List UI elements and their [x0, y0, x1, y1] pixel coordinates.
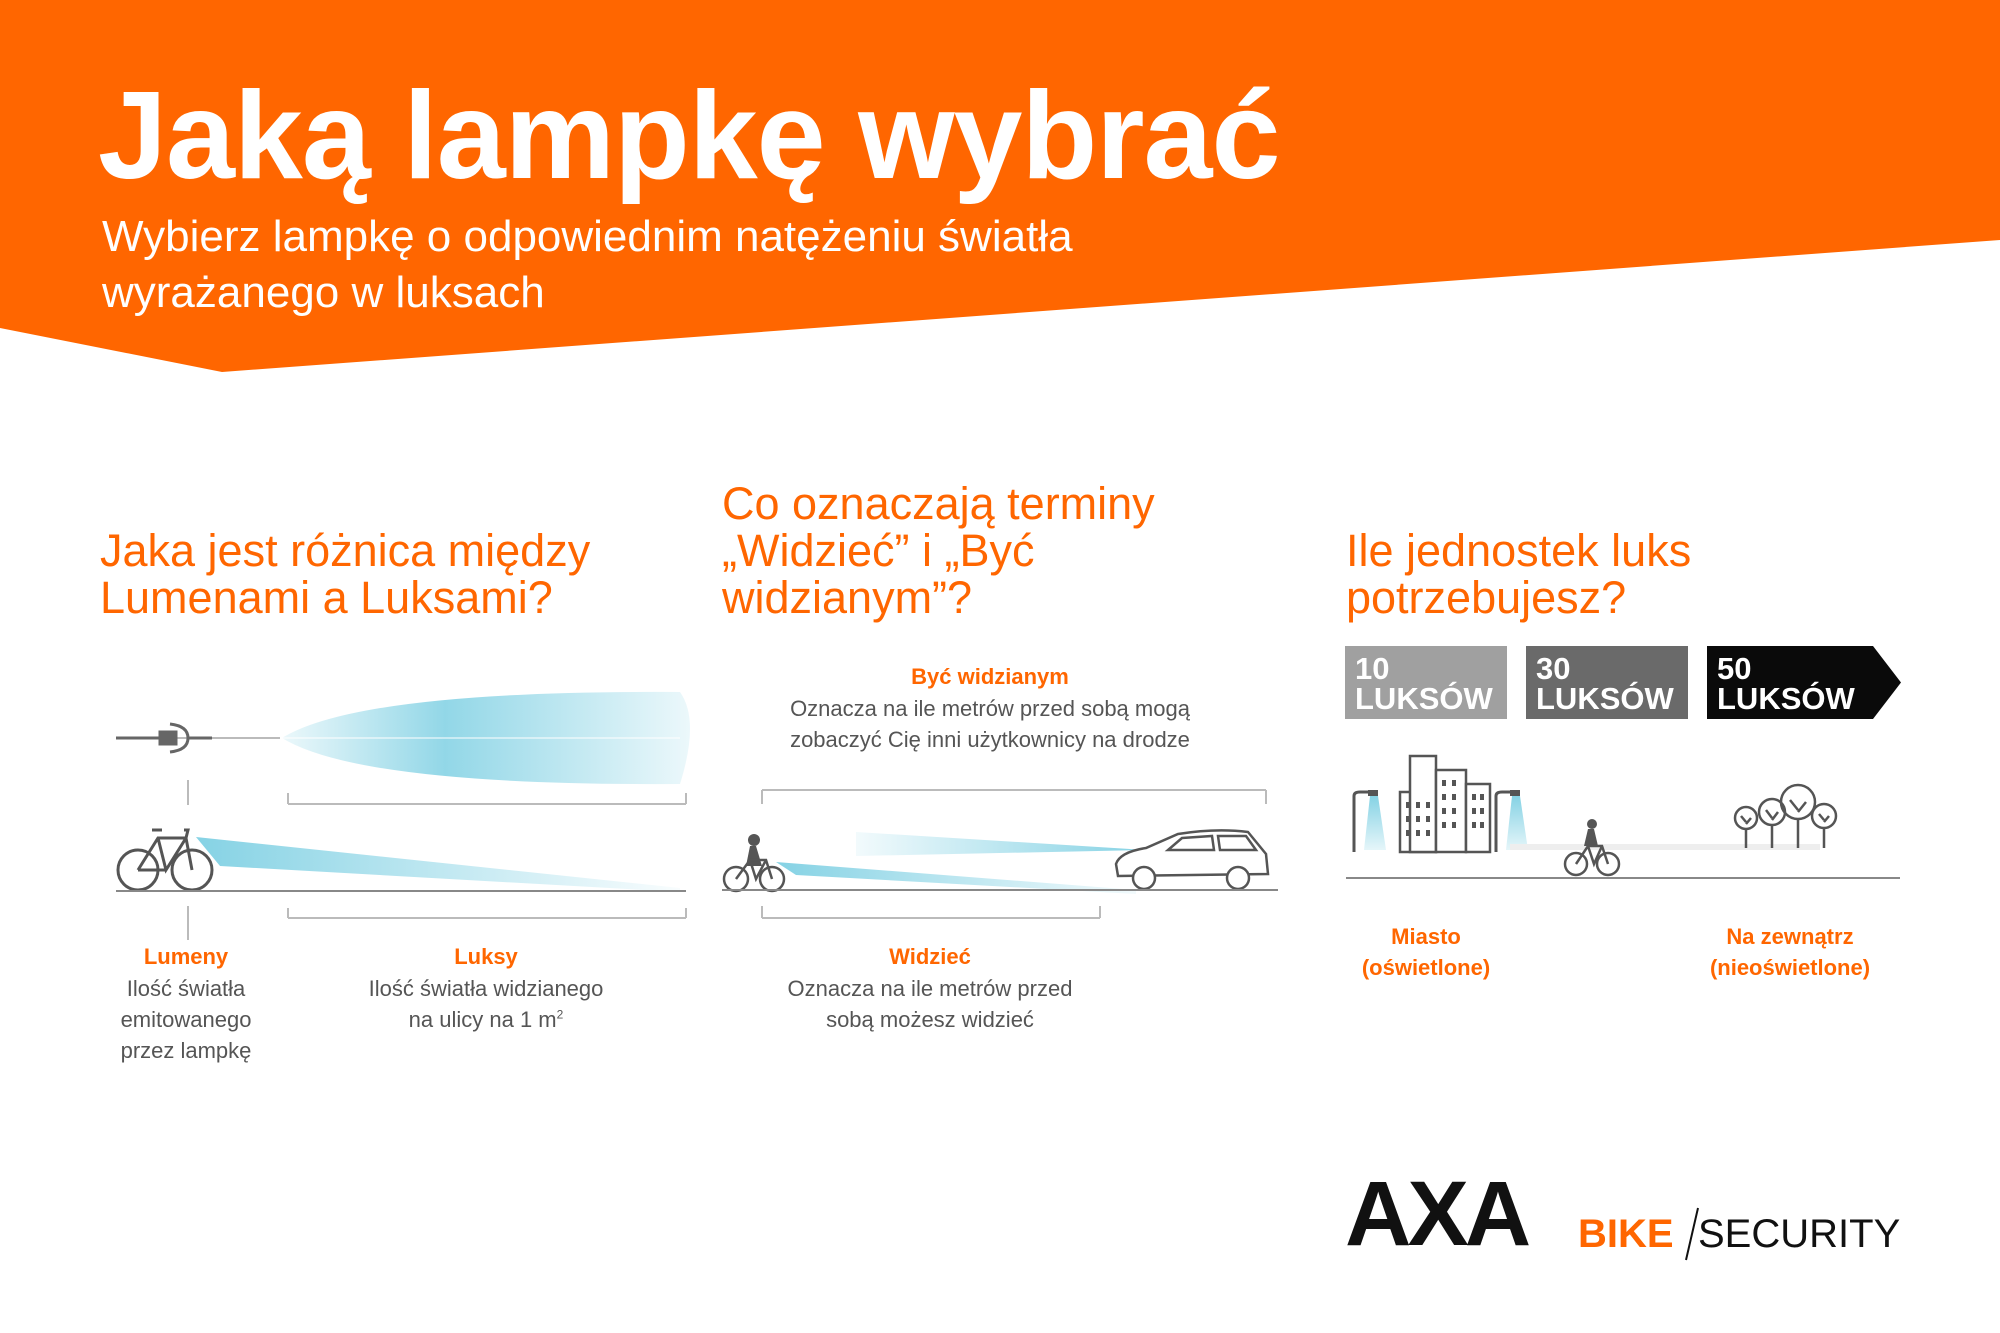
section2-heading-line2: „Widzieć” i „Być	[722, 525, 1035, 576]
luksy-desc-line1: Ilość światła widzianego	[368, 976, 604, 1001]
see-and-be-seen-illustration	[716, 780, 1286, 930]
section3-heading-line1: Ile jednostek luks	[1346, 525, 1692, 576]
logo-security-text: SECURITY	[1698, 1212, 1901, 1256]
lux-level-30-number: 30	[1536, 651, 1571, 686]
lumen-lux-illustration	[100, 680, 700, 940]
lux-level-30	[1526, 646, 1688, 719]
lumeny-desc-line1: Ilość światła	[126, 976, 246, 1001]
lumeny-description	[86, 974, 286, 1066]
page-subtitle-line2: wyrażanego w luksach	[102, 268, 545, 317]
beam-road	[196, 837, 680, 892]
byc-widzianym-description	[760, 694, 1220, 756]
luksy-title: Luksy	[454, 944, 518, 969]
lux-level-50-unit: LUKSÓW	[1717, 681, 1855, 717]
street-lamp-icon	[1496, 790, 1528, 852]
city-label-line2: (oświetlone)	[1361, 954, 1491, 980]
widziec-title: Widzieć	[889, 944, 971, 969]
car-icon	[1116, 830, 1268, 889]
section3-heading-line2: potrzebujesz?	[1346, 572, 1627, 623]
car-beam	[856, 832, 1146, 856]
lux-level-10	[1345, 646, 1507, 719]
byc-desc-line1: Oznacza na ile metrów przed sobą mogą	[790, 696, 1190, 721]
buildings-icon	[1400, 756, 1490, 852]
axa-logo: AXA	[1345, 1163, 1528, 1265]
luksy-desc-line2: na ulicy na 1 m	[408, 1006, 557, 1032]
logo-bike-text: BIKE	[1578, 1212, 1674, 1256]
widziec-desc-line2: sobą możesz widzieć	[826, 1006, 1034, 1032]
city-label	[1346, 922, 1506, 984]
lux-level-10-unit: LUKSÓW	[1355, 681, 1493, 717]
widziec-desc-line1: Oznacza na ile metrów przed	[787, 976, 1073, 1001]
environment-illustration	[1340, 750, 1910, 890]
section2-heading-line1: Co oznaczają terminy	[722, 478, 1155, 529]
lumeny-desc-line3: przez lampkę	[120, 1037, 252, 1063]
luksy-description	[336, 974, 636, 1036]
byc-desc-line2: zobaczyć Cię inni użytkownicy na drodze	[790, 726, 1190, 752]
lumeny-desc-line2: emitowanego	[120, 1006, 252, 1032]
lux-level-10-number: 10	[1355, 651, 1390, 686]
city-label-line1: Miasto	[1391, 924, 1461, 949]
lux-level-50-number: 50	[1717, 651, 1752, 686]
cyclist-icon	[724, 834, 784, 891]
lux-level-30-unit: LUKSÓW	[1536, 681, 1674, 717]
section1-heading-line2: Lumenami a Luksami?	[100, 572, 553, 623]
page-title: Jaką lampkę wybrać	[98, 67, 1280, 205]
widziec-description	[730, 974, 1130, 1036]
section2-heading-line3: widzianym”?	[722, 572, 973, 623]
page-subtitle-line1: Wybierz lampkę o odpowiednim natężeniu światła	[102, 212, 1073, 261]
outside-label	[1690, 922, 1890, 984]
outside-label-line1: Na zewnątrz	[1726, 924, 1854, 949]
handlebar-lamp-icon	[116, 724, 280, 752]
luksy-desc-superscript: 2	[556, 1007, 564, 1022]
street-lamp-icon	[1354, 790, 1386, 852]
section1-heading-line1: Jaka jest różnica między	[100, 525, 591, 576]
lumeny-title: Lumeny	[143, 944, 229, 969]
byc-widzianym-title: Być widzianym	[911, 664, 1069, 689]
outside-label-line2: (nieoświetlone)	[1709, 954, 1871, 980]
lux-level-50	[1707, 646, 1873, 719]
trees-icon	[1735, 785, 1836, 848]
